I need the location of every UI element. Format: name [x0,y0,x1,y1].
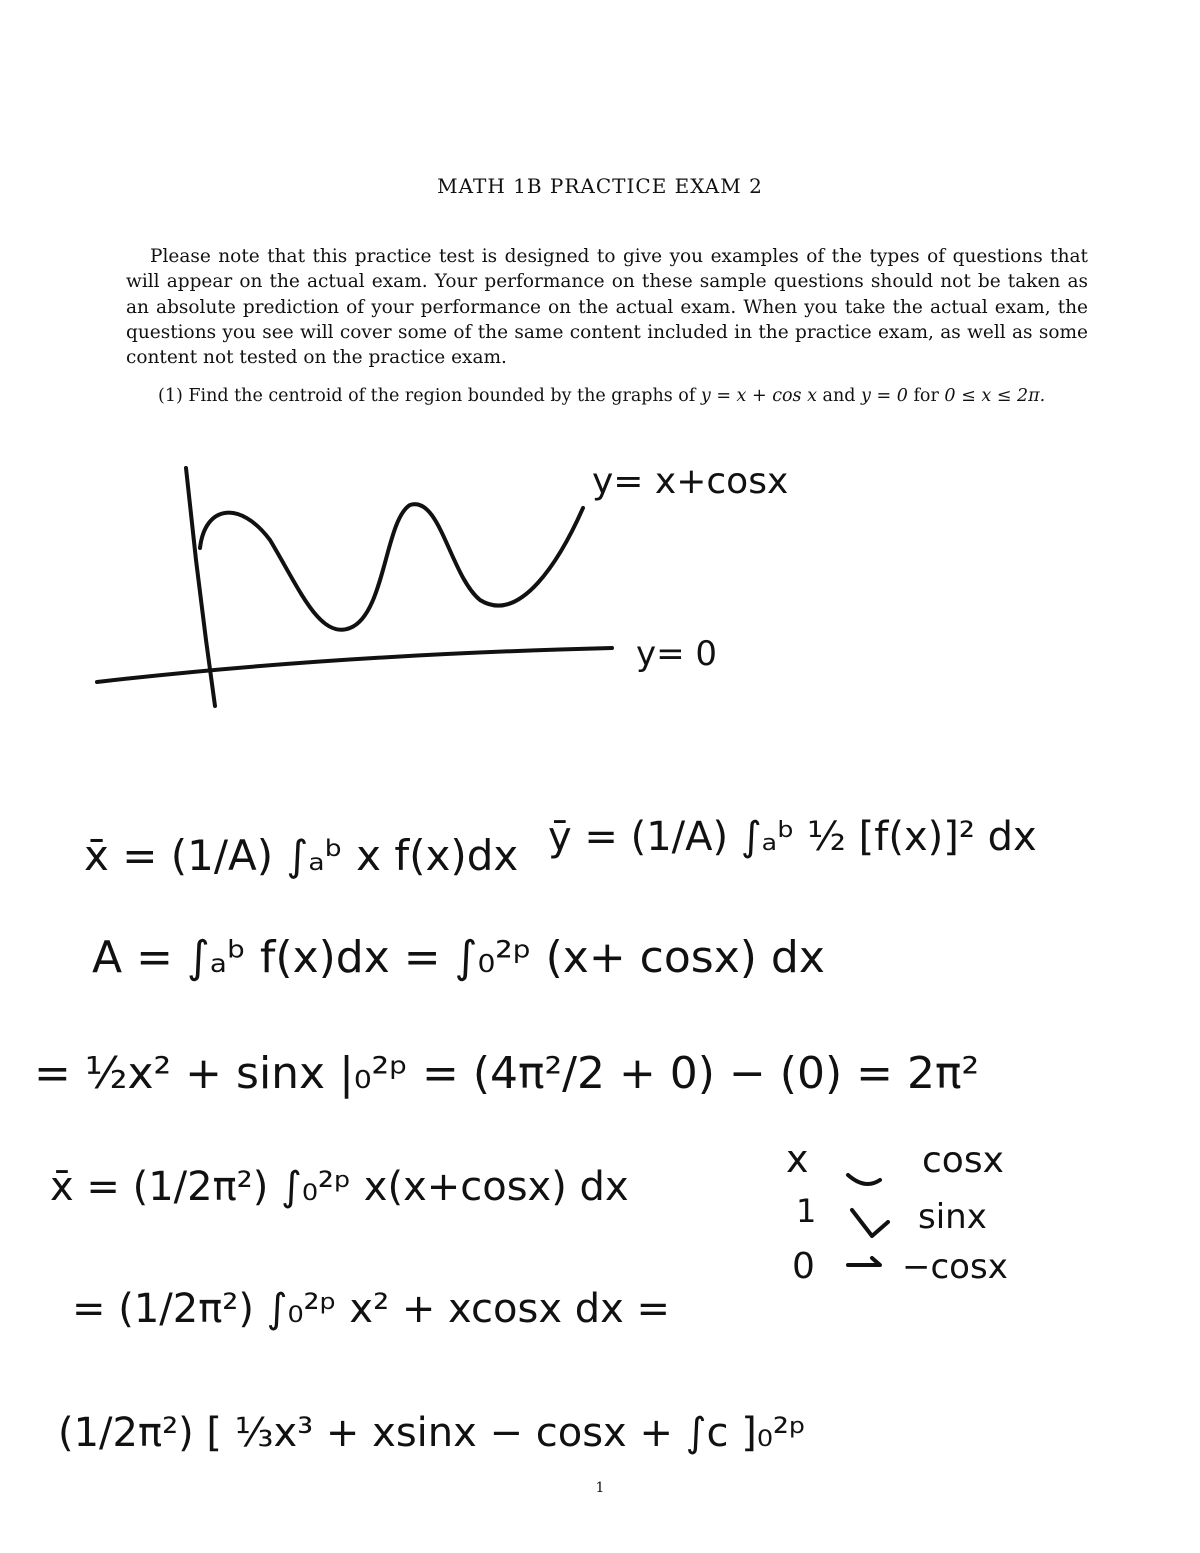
ybar-formula: ȳ = (1/A) ∫ₐᵇ ½ [f(x)]² dx [548,814,1037,860]
area-evaluation: = ½x² + sinx |₀²ᵖ = (4π²/2 + 0) − (0) = 2π² [34,1048,980,1099]
problem-range: 0 ≤ x ≤ 2π. [944,386,1046,406]
region-sketch [97,468,612,706]
xbar-expand: = (1/2π²) ∫₀²ᵖ x² + xcosx dx = [72,1286,671,1332]
tabular-integration [786,1137,1008,1287]
xbar-result: (1/2π²) [ ⅓x³ + xsinx − cosx + ∫c ]₀²ᵖ [58,1410,807,1456]
problem-and: and [822,386,856,406]
problem-text: Find the centroid of the region bounded by the graphs of [188,386,696,406]
arrow-2 [852,1210,888,1236]
x-axis [97,648,612,682]
problem-eq2: y = 0 [861,386,908,406]
problem-eq1: y = x + cos x [700,386,817,406]
table-col2-row2: sinx [918,1197,987,1237]
problem-for: for [913,386,939,406]
curve-x-plus-cos-x [200,504,583,630]
page-title: MATH 1B PRACTICE EXAM 2 [437,174,763,198]
axis-label: y= 0 [636,634,718,674]
page-number: 1 [595,1480,605,1496]
problem-number: (1) [158,386,183,406]
area-formula: A = ∫ₐᵇ f(x)dx = ∫₀²ᵖ (x+ cosx) dx [92,932,825,983]
table-col1-row2: 1 [796,1192,817,1230]
table-col2-row1: cosx [922,1140,1004,1181]
arrow-3 [848,1258,880,1265]
table-col1-row3: 0 [792,1246,815,1287]
intro-paragraph: Please note that this practice test is designed to give you examples of the types of questions that will appear on the actual exam. Your performance on these sample questions should not be taken as an absolute prediction of your performance on the actual exam. When you take the actual exam, the questions you see will cover some of the same content included in the practice exam, as well as some content not tested on the practice exam. [126,246,1088,369]
table-col2-row3: −cosx [902,1247,1008,1287]
xbar-setup: x̄ = (1/2π²) ∫₀²ᵖ x(x+cosx) dx [50,1164,629,1210]
curve-label: y= x+cosx [592,461,789,502]
table-col1-row1: x [786,1137,809,1181]
xbar-formula: x̄ = (1/A) ∫ₐᵇ x f(x)dx [84,831,519,880]
arrow-1 [848,1175,880,1184]
